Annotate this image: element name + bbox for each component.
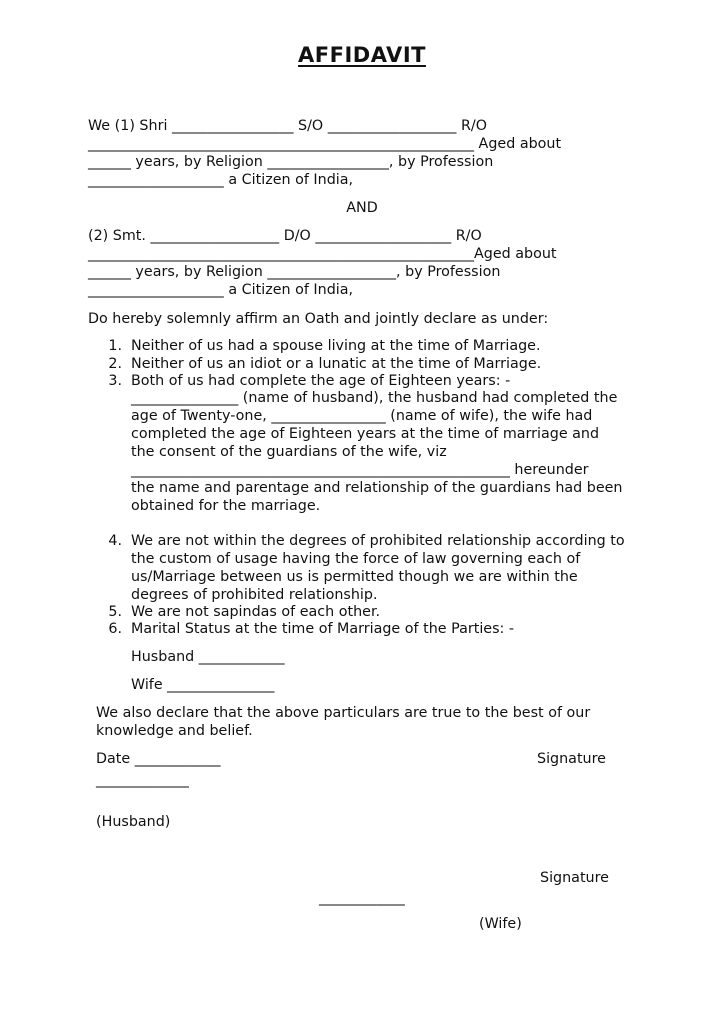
closing-line1: We also declare that the above particulars are true to the best of our: [96, 705, 591, 721]
list-item-text: Neither of us had a spouse living at the time of Marriage.: [131, 338, 541, 354]
list-item-text: completed the age of Eighteen years at the time of marriage and: [131, 426, 600, 442]
list-item-text: Both of us had complete the age of Eighteen years: -: [131, 373, 511, 389]
list-item-text: We are not sapindas of each other.: [131, 604, 381, 620]
person1-line4: ___________________ a Citizen of India,: [88, 172, 354, 188]
marital-wife: Wife _______________: [131, 677, 275, 693]
list-item-number: 3.: [108, 373, 122, 389]
person2-line1: (2) Smt. __________________ D/O ___________________ R/O: [88, 228, 482, 244]
wife-signature-label: Signature: [540, 870, 609, 886]
list-item-text: us/Marriage between us is permitted though we are within the: [131, 569, 578, 585]
husband-label: (Husband): [96, 814, 171, 830]
husband-signature-label: Signature: [537, 751, 606, 767]
list-item-text: _______________ (name of husband), the husband had completed the: [131, 390, 618, 406]
list-item-number: 1.: [108, 338, 122, 354]
list-item-number: 4.: [108, 533, 122, 549]
list-item-text: age of Twenty-one, ________________ (name of wife), the wife had: [131, 408, 593, 424]
list-item-text: We are not within the degrees of prohibited relationship according to: [131, 533, 625, 549]
date-field: Date ____________: [96, 751, 221, 767]
document-title: AFFIDAVIT: [298, 43, 426, 67]
person1-line2: ______________________________________________________ Aged about: [88, 136, 562, 152]
list-item-text: the custom of usage having the force of law governing each of: [131, 551, 581, 567]
list-item-text: the consent of the guardians of the wife, viz: [131, 444, 447, 460]
and-label: AND: [346, 200, 378, 216]
person2-line2: ______________________________________________________Aged about: [88, 246, 557, 262]
wife-signature-line: ____________: [319, 890, 405, 906]
list-item-number: 5.: [108, 604, 122, 620]
list-item-text: Marital Status at the time of Marriage of the Parties: -: [131, 621, 515, 637]
list-item-text: _____________________________________________________ hereunder: [131, 462, 589, 478]
marital-husband: Husband ____________: [131, 649, 285, 665]
list-item-number: 2.: [108, 356, 122, 372]
declaration-intro: Do hereby solemnly affirm an Oath and jointly declare as under:: [88, 311, 549, 327]
person1-line1: We (1) Shri _________________ S/O __________________ R/O: [88, 118, 487, 134]
husband-signature-line: _____________: [96, 772, 189, 788]
person2-line3: ______ years, by Religion __________________, by Profession: [88, 264, 501, 280]
person2-line4: ___________________ a Citizen of India,: [88, 282, 354, 298]
list-item-text: obtained for the marriage.: [131, 498, 321, 514]
person1-line3: ______ years, by Religion _________________, by Profession: [88, 154, 494, 170]
list-item-text: Neither of us an idiot or a lunatic at the time of Marriage.: [131, 356, 542, 372]
list-item-text: the name and parentage and relationship of the guardians had been: [131, 480, 623, 496]
wife-label: (Wife): [479, 916, 522, 932]
closing-line2: knowledge and belief.: [96, 723, 253, 739]
list-item-number: 6.: [108, 621, 122, 637]
list-item-text: degrees of prohibited relationship.: [131, 587, 378, 603]
